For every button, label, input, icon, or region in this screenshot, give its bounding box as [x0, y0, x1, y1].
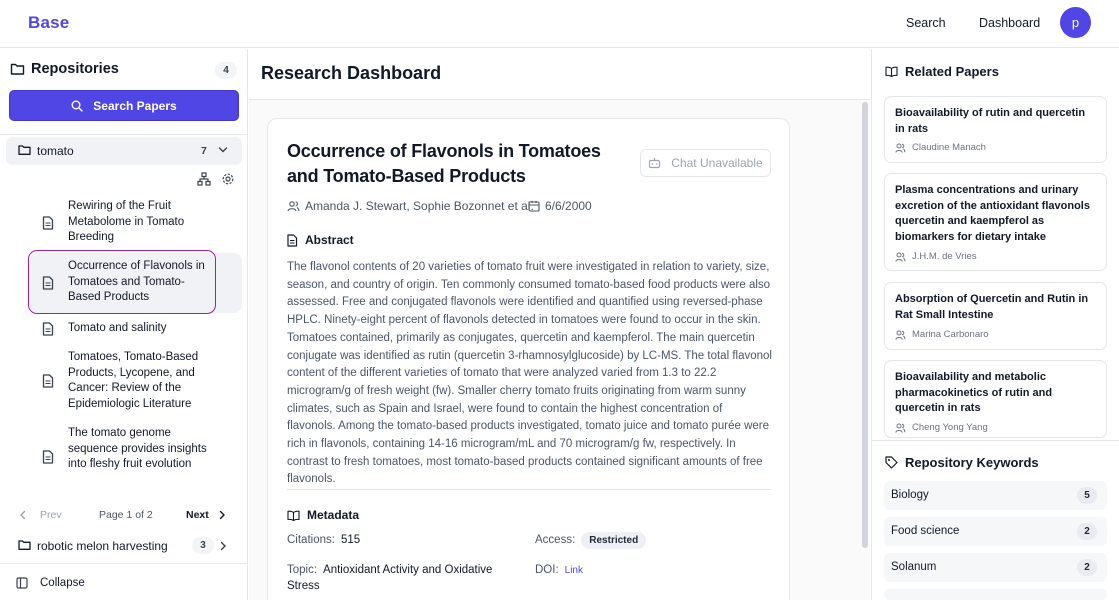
- topic-label: Topic:: [287, 564, 318, 576]
- access-badge: Restricted: [581, 532, 646, 549]
- right-panel-divider: [872, 440, 1119, 441]
- keyword-item[interactable]: [884, 481, 1107, 510]
- related-papers-heading: [885, 64, 999, 79]
- book-open-icon: [287, 510, 300, 521]
- keyword-item[interactable]: [884, 517, 1107, 546]
- metadata-heading-label: Metadata: [307, 508, 360, 522]
- card-divider: [287, 489, 771, 490]
- chevron-down-icon[interactable]: [218, 146, 228, 154]
- paper-list-item[interactable]: [30, 198, 242, 248]
- collapse-sidebar-button[interactable]: [14, 575, 234, 593]
- related-paper-author-name: Claudine Manach: [912, 142, 986, 153]
- keyword-name: Food science: [891, 525, 960, 537]
- related-paper-title: Absorption of Quercetin and Rutin in Rat Small Intestine: [895, 293, 1089, 321]
- paper-list-item[interactable]: [30, 349, 242, 413]
- users-icon: [287, 200, 300, 212]
- abstract-heading: [287, 233, 354, 247]
- right-panel: [871, 49, 1119, 600]
- keyword-name: Solanum: [891, 561, 937, 573]
- page-status: Page 1 of 2: [99, 509, 153, 521]
- abstract-text: The flavonol contents of 20 varieties of tomato fruit were investigated in relation to variety, size, season, and country of origin. Ten commonly consumed tomato-based food products were also assessed. Free and conjugated flavonols were identified and quantified using reversed-phase HPLC. Ninety-eight percent of flavonols detected in tomatoes were found to occur in the skin. Tomatoes contained, primarily as conjugates, quercetin and kaempferol. The main quercetin conjugate was identified as rutin (quercetin 3-rhamnosylglucoside) by LC-MS. The total flavonol content of the different varieties of tomato that were analyzed varied from 1.3 to 22.2 microgram/g of fresh weight (fw). Smaller cherry tomato fruits originating from warm sunny climates, such as Spain and Israel, were found to contain the highest concentration of flavonols. Among the tomato-based products investigated, tomato juice and tomato purée were rich in flavonols, containing 14-16 microgram/mL and 70 microgram/g fw, respectively. In contrast to fresh tomatoes, most tomato-based products contained significant amounts of free flavonols.: [287, 261, 772, 486]
- top-bar: [0, 0, 1119, 48]
- paper-list-item[interactable]: [30, 425, 242, 489]
- users-icon: [895, 423, 906, 433]
- main-header: [249, 49, 870, 100]
- calendar-icon: [528, 200, 540, 212]
- chat-unavailable-label: Chat Unavailable: [671, 156, 763, 170]
- doi-label: DOI:: [535, 564, 559, 576]
- repositories-header: [10, 60, 240, 80]
- paper-date: [528, 199, 592, 213]
- document-icon: [42, 450, 54, 464]
- repo-item-tomato[interactable]: [6, 137, 242, 165]
- chat-unavailable-button[interactable]: [640, 149, 771, 177]
- citations-field: [287, 534, 360, 546]
- keyword-name: Biology: [891, 489, 929, 501]
- related-paper-card[interactable]: [884, 173, 1107, 271]
- brand-logo[interactable]: Base: [28, 13, 70, 32]
- repositories-title: Repositories: [31, 61, 119, 77]
- search-icon: [71, 100, 83, 112]
- metadata-heading: [287, 508, 359, 522]
- citations-value: 515: [340, 534, 361, 546]
- related-paper-title: Bioavailability of rutin and quercetin in rats: [895, 107, 1086, 135]
- book-open-icon: [885, 66, 898, 77]
- nav-search-link[interactable]: Search: [906, 16, 946, 30]
- related-paper-author: [895, 142, 986, 153]
- access-field: [535, 532, 646, 549]
- paper-detail-card: [267, 118, 790, 600]
- related-paper-author-name: Marina Carbonaro: [912, 329, 989, 340]
- chevron-left-icon[interactable]: [19, 510, 26, 520]
- paper-list-item-selected[interactable]: [30, 253, 242, 313]
- repo-count: 7: [201, 145, 207, 157]
- repo-count: 3: [192, 537, 214, 554]
- sidebar-toggle-icon: [16, 577, 28, 589]
- repo-item-robotic-melon-harvesting[interactable]: [6, 532, 242, 560]
- related-paper-author: [895, 422, 988, 433]
- repositories-count-badge: 4: [215, 62, 237, 79]
- next-page-button[interactable]: Next: [186, 509, 209, 521]
- paper-list-item[interactable]: [30, 319, 242, 339]
- nav-dashboard-link[interactable]: Dashboard: [979, 16, 1041, 30]
- related-papers-title: Related Papers: [905, 64, 999, 79]
- document-icon: [287, 234, 298, 247]
- gear-icon[interactable]: [221, 172, 235, 186]
- tag-icon: [885, 456, 898, 469]
- related-paper-author-name: J.H.M. de Vries: [912, 251, 977, 262]
- document-icon: [42, 374, 54, 388]
- related-paper-author-name: Cheng Yong Yang: [912, 422, 988, 433]
- chevron-right-icon[interactable]: [219, 510, 226, 520]
- document-icon: [42, 216, 54, 230]
- authors-text: Amanda J. Stewart, Sophie Bozonnet et al.: [305, 199, 534, 213]
- citations-label: Citations:: [287, 534, 335, 546]
- keyword-count: 5: [1077, 487, 1097, 504]
- topic-value: Antioxidant Activity and Oxidative Stress: [287, 564, 493, 592]
- related-paper-title: Plasma concentrations and urinary excretion of the antioxidant flavonols quercetin and kaempferol as biomarkers for dietary intake: [895, 184, 1090, 243]
- repositories-sidebar: [0, 49, 248, 600]
- users-icon: [895, 330, 906, 340]
- users-icon: [895, 252, 906, 262]
- sidebar-divider: [0, 134, 248, 135]
- keyword-item[interactable]: [884, 553, 1107, 582]
- folder-icon: [18, 144, 31, 156]
- paper-list-label: Tomato and salinity: [68, 322, 167, 334]
- repo-name: robotic melon harvesting: [37, 539, 168, 553]
- sidebar-divider: [0, 563, 248, 564]
- doi-field: [535, 564, 583, 576]
- document-icon: [42, 322, 54, 336]
- related-paper-author: [895, 329, 989, 340]
- prev-page-button[interactable]: Prev: [40, 509, 62, 521]
- paper-list-label: Tomatoes, Tomato-Based Products, Lycopene, and Cancer: Review of the Epidemiologic Literature: [68, 351, 199, 410]
- keyword-count: 2: [1077, 559, 1097, 576]
- related-paper-author: [895, 251, 977, 262]
- repository-keywords-heading: [885, 455, 1039, 470]
- users-icon: [895, 143, 906, 153]
- abstract-heading-label: Abstract: [305, 233, 354, 247]
- collapse-label: Collapse: [40, 577, 85, 589]
- document-icon: [42, 276, 54, 290]
- main-content: [249, 49, 870, 600]
- access-label: Access:: [535, 534, 576, 546]
- pagination: [10, 506, 240, 524]
- doi-link[interactable]: Link: [564, 565, 583, 576]
- related-paper-title: Bioavailability and metabolic pharmacokinetics of rutin and quercetin in rats: [895, 371, 1053, 415]
- related-paper-card[interactable]: [884, 282, 1107, 350]
- related-paper-card[interactable]: [884, 360, 1107, 438]
- related-paper-card[interactable]: [884, 96, 1107, 163]
- user-avatar[interactable]: p: [1060, 7, 1091, 38]
- page-title: Research Dashboard: [261, 63, 442, 83]
- date-text: 6/6/2000: [545, 199, 592, 213]
- paper-list-label: Occurrence of Flavonols in Tomatoes and Tomato-Based Products: [68, 260, 205, 303]
- keyword-item-partial[interactable]: [884, 589, 1107, 600]
- repo-name: tomato: [37, 144, 74, 158]
- repository-keywords-title: Repository Keywords: [905, 455, 1039, 470]
- paper-list-label: The tomato genome sequence provides insights into fleshy fruit evolution: [68, 427, 207, 470]
- paper-title: Occurrence of Flavonols in Tomatoes and Tomato-Based Products: [287, 141, 601, 186]
- hierarchy-icon[interactable]: [197, 172, 211, 186]
- main-scrollbar[interactable]: [862, 102, 868, 548]
- keyword-count: 2: [1077, 523, 1097, 540]
- folder-icon: [18, 539, 31, 551]
- paper-list-label: Rewiring of the Fruit Metabolome in Tomato Breeding: [68, 200, 185, 243]
- search-papers-button[interactable]: [9, 90, 239, 121]
- search-papers-label: Search Papers: [93, 98, 177, 113]
- paper-authors: [287, 199, 534, 213]
- topic-field: [287, 563, 517, 594]
- folder-icon: [10, 62, 25, 76]
- chevron-right-icon[interactable]: [220, 541, 227, 551]
- bot-icon: [648, 157, 661, 169]
